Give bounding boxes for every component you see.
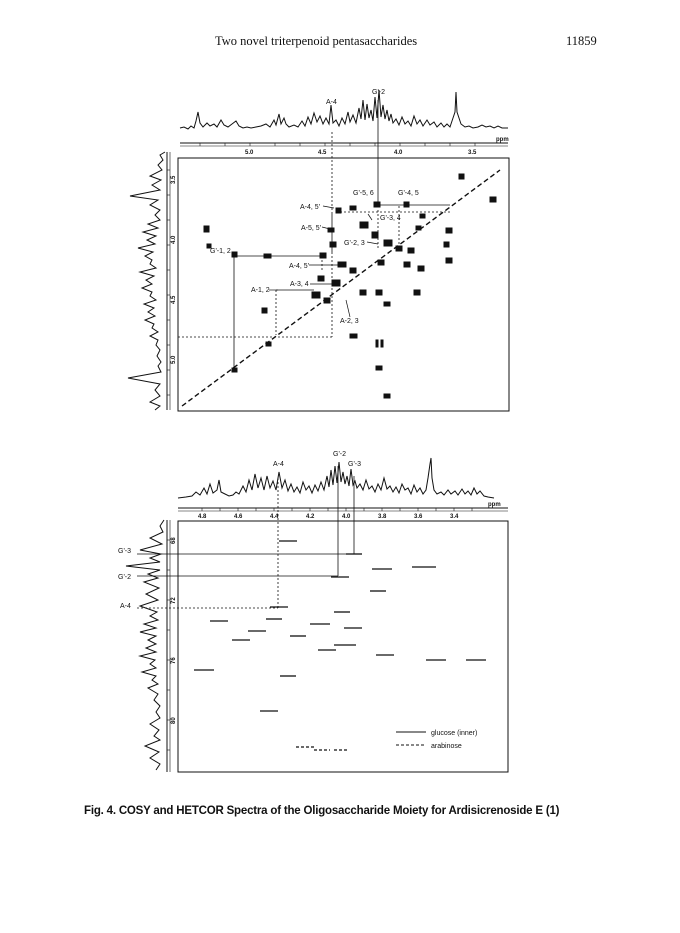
hetcor-x-tick: 4.2	[306, 514, 315, 520]
cosy-top-label-gp2: G'-2	[372, 89, 386, 96]
running-title: Two novel triterpenoid pentasaccharides	[215, 34, 418, 48]
hetcor-top-label-a4: A-4	[273, 461, 284, 468]
hetcor-left-label-gp2: G'-2	[118, 574, 132, 581]
cosy-diagonal	[182, 170, 500, 406]
cosy-guide-lines	[178, 100, 450, 370]
figure-caption: Fig. 4. COSY and HETCOR Spectra of the Oligosaccharide Moiety for Ardisicrenoside E (1)	[84, 805, 560, 817]
cosy-y-axis	[167, 152, 177, 410]
cosy-x-tick: 4.5	[318, 150, 327, 156]
hetcor-guide-lines	[137, 466, 354, 608]
cosy-y-tick: 3.5	[171, 175, 177, 184]
legend-arabinose-label: arabinose	[431, 743, 462, 750]
cosy-cross-peak-label-gp12: G'-1, 2	[210, 248, 231, 255]
hetcor-x-tick: 4.4	[270, 514, 279, 520]
hetcor-x-tick: 3.8	[378, 514, 387, 520]
cosy-2d-plot-frame	[178, 158, 509, 411]
cosy-left-1d-spectrum	[128, 152, 165, 410]
hetcor-top-label-gp3: G'-3	[348, 461, 362, 468]
hetcor-x-tick: 4.6	[234, 514, 243, 520]
cosy-cross-peak-label-a45p-top: A-4, 5'	[300, 204, 321, 211]
page-number: 11859	[566, 34, 597, 48]
cosy-cross-peak-label-a23: A-2, 3	[340, 318, 359, 325]
cosy-x-axis	[180, 137, 509, 156]
hetcor-left-label-gp3: G'-3	[118, 548, 132, 555]
hetcor-x-tick: 3.6	[414, 514, 423, 520]
cosy-cross-peak-label-a55p: A-5, 5'	[301, 225, 322, 232]
hetcor-top-label-gp2: G'-2	[333, 451, 347, 458]
cosy-y-tick: 5.0	[171, 355, 177, 364]
cosy-cross-peak-label-gp34: G'-3, 4	[380, 215, 401, 222]
hetcor-y-tick: 80	[171, 717, 177, 724]
hetcor-y-tick: 76	[171, 657, 177, 664]
hetcor-top-1d-spectrum	[178, 458, 494, 498]
hetcor-y-tick: 72	[171, 597, 177, 604]
cosy-x-tick: 3.5	[468, 150, 477, 156]
hetcor-x-axis	[178, 502, 508, 520]
cosy-spectrum	[128, 89, 509, 411]
cosy-top-label-a4: A-4	[326, 99, 337, 106]
cosy-cross-peaks	[204, 174, 496, 398]
hetcor-legend	[396, 730, 477, 750]
hetcor-left-label-a4: A-4	[120, 603, 131, 610]
cosy-cross-peak-label-a34: A-3, 4	[290, 281, 309, 288]
cosy-top-1d-spectrum	[180, 90, 508, 129]
hetcor-spectrum	[118, 451, 508, 772]
hetcor-y-axis	[167, 520, 177, 772]
cosy-cross-peak-label-gp23: G'-2, 3	[344, 240, 365, 247]
cosy-cross-peak-label-a45p-mid: A-4, 5'	[289, 263, 310, 270]
hetcor-arabinose-peaks	[296, 747, 348, 750]
hetcor-x-tick: 4.8	[198, 514, 207, 520]
hetcor-left-1d-spectrum	[126, 520, 164, 770]
hetcor-correlation-peaks	[194, 541, 486, 711]
cosy-x-tick: 4.0	[394, 150, 403, 156]
cosy-cross-peak-label-a12: A-1, 2	[251, 287, 270, 294]
cosy-y-tick: 4.0	[171, 235, 177, 244]
hetcor-x-tick: 4.0	[342, 514, 351, 520]
hetcor-x-tick: 3.4	[450, 514, 459, 520]
cosy-y-tick: 4.5	[171, 295, 177, 304]
cosy-x-tick: 5.0	[245, 150, 254, 156]
hetcor-y-tick: 68	[171, 537, 177, 544]
hetcor-x-unit: ppm	[488, 502, 501, 508]
cosy-cross-peak-label-gp56: G'-5, 6	[353, 190, 374, 197]
legend-glucose-label: glucose (inner)	[431, 730, 478, 737]
cosy-x-unit: ppm	[496, 137, 509, 143]
cosy-cross-peak-label-gp45: G'-4, 5	[398, 190, 419, 197]
